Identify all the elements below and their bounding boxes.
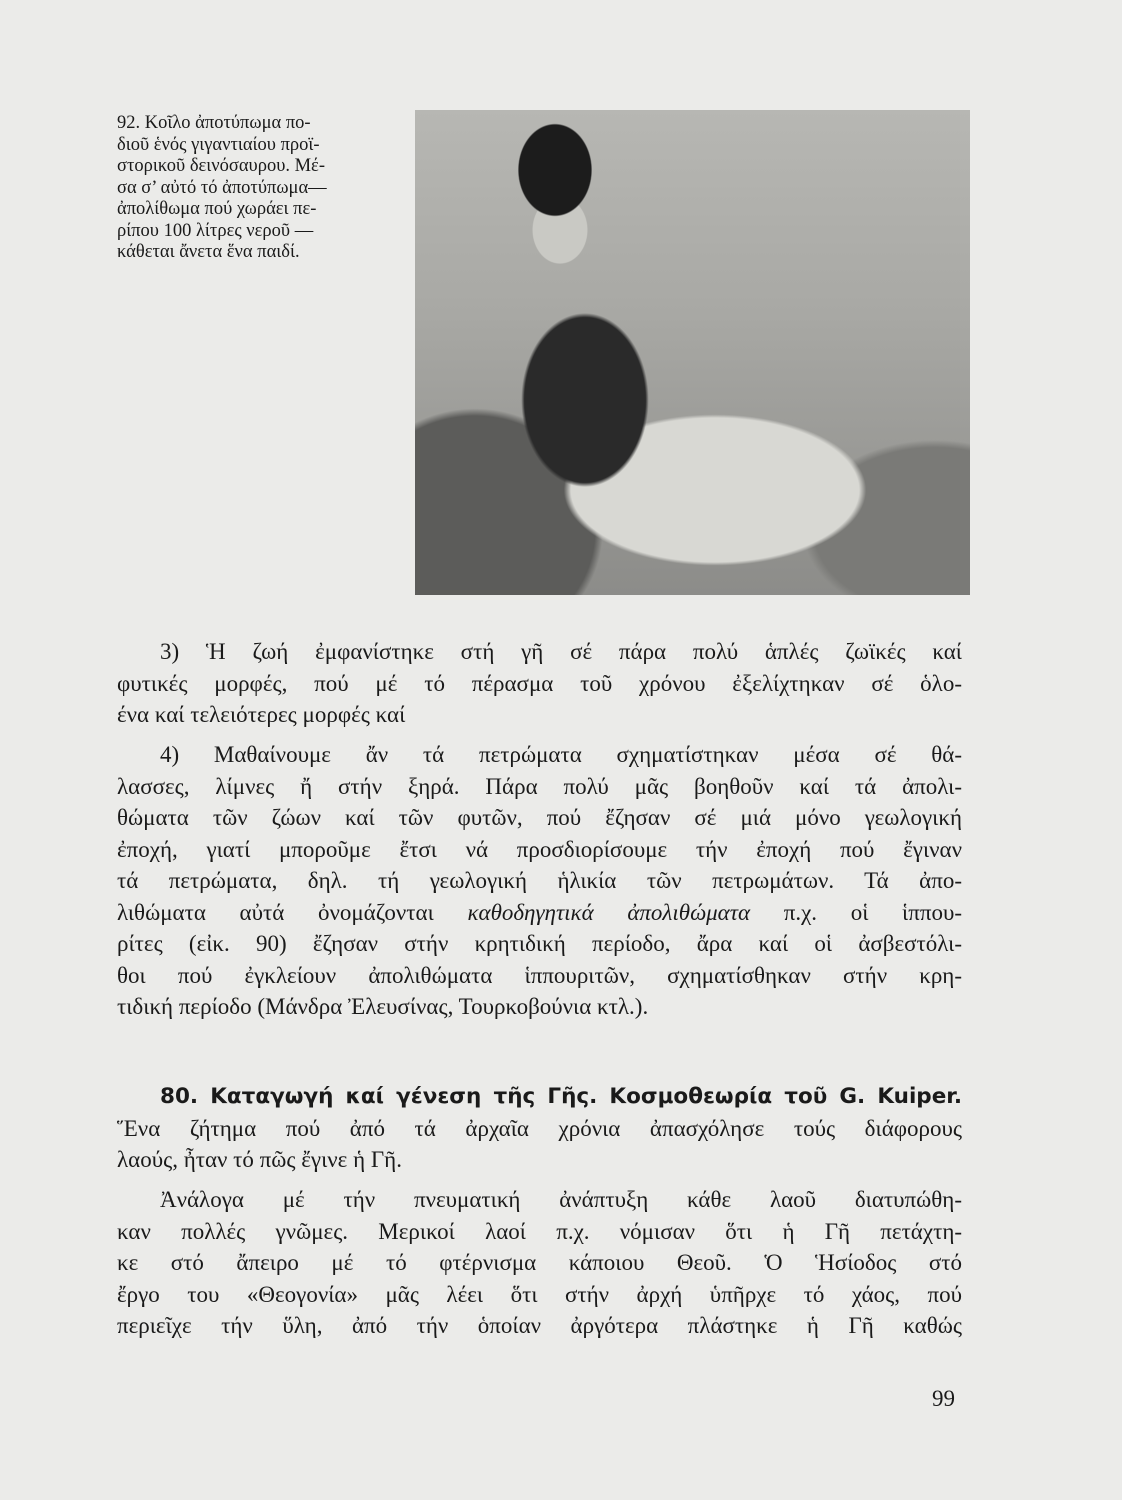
text-line: θοι πού ἐγκλείουν ἀπολιθώματα ἱππουριτῶν, σχηματίσθηκαν στήν κρη- xyxy=(117,962,962,988)
caption-line: 92. Κοῖλο ἀποτύπωμα πο- xyxy=(117,113,311,133)
paragraph-3 xyxy=(117,636,962,731)
text-line: Ἀνάλογα μέ τήν πνευματική ἀνάπτυξη κάθε λαοῦ διατυπώθη- xyxy=(160,1187,962,1212)
text-line: κε στό ἄπειρο μέ τό φτέρνισμα κάποιου Θεοῦ. Ὁ Ἡσίοδος στό xyxy=(117,1250,962,1275)
text-line xyxy=(117,897,962,929)
text-line: τιδική περίοδο (Μάνδρα Ἐλευσίνας, Τουρκοβούνια κτλ.). xyxy=(117,994,649,1019)
figure-caption xyxy=(117,113,417,264)
text-line: περιεῖχε τήν ὕλη, ἀπό τήν ὁποίαν ἀργότερα πλάστηκε ἡ Γῆ καθώς xyxy=(117,1313,962,1338)
text-line: ρίτες (εἰκ. 90) ἔζησαν στήν κρητιδική περίοδο, ἄρα καί οἱ ἀσβεστόλι- xyxy=(117,931,962,956)
caption-line: διοῦ ἑνός γιγαντιαίου προϊ- xyxy=(117,134,320,155)
text-line: λαούς, ἦταν τό πῶς ἔγινε ἡ Γῆ. xyxy=(117,1147,402,1172)
caption-line: κάθεται ἄνετα ἕνα παιδί. xyxy=(117,242,300,262)
text-line: ένα καί τελειότερες μορφές καί xyxy=(117,702,406,727)
text-line: ἐποχή, γιατί μποροῦμε ἔτσι νά προσδιορίσουμε τήν ἐποχή πού ἔγιναν xyxy=(117,836,962,862)
caption-line: ἀπολίθωμα πού χωράει πε- xyxy=(117,199,317,219)
dinosaur-footprint-photo xyxy=(415,110,970,595)
text-line: 4) Μαθαίνουμε ἄν τά πετρώματα σχηματίστηκαν μέσα σέ θά- xyxy=(160,742,962,767)
paragraph-4 xyxy=(117,739,962,1023)
text-line: Ἕνα ζήτημα πού ἀπό τά ἀρχαῖα χρόνια ἀπασχόλησε τούς διάφορους xyxy=(117,1115,962,1141)
caption-line: στορικοῦ δεινόσαυρου. Μέ- xyxy=(117,156,325,176)
text-line: καν πολλές γνῶμες. Μερικοί λαοί π.χ. νόμισαν ὅτι ἡ Γῆ πετάχτη- xyxy=(117,1218,962,1244)
text-line: ἔργο του «Θεογονία» μᾶς λέει ὅτι στήν ἀρχή ὑπῆρχε τό χάος, πού xyxy=(117,1281,962,1307)
text-line: φυτικές μορφές, πού μέ τό πέρασμα τοῦ χρόνου ἐξελίχτηκαν σέ ὁλο- xyxy=(117,670,962,696)
text-segment: π.χ. οἱ ἱππου- xyxy=(750,899,963,925)
paragraph-analoga xyxy=(117,1184,962,1342)
caption-line: σα σ’ αὐτό τό ἀποτύπωμα— xyxy=(117,177,327,198)
section-heading: 80. Καταγωγή καί γένεση τῆς Γῆς. Κοσμοθεωρία τοῦ G. Kuiper. xyxy=(160,1084,962,1109)
section-80 xyxy=(117,1081,962,1176)
italic-term: καθοδηγητικά ἀπολιθώματα xyxy=(467,899,751,925)
text-line: λασσες, λίμνες ἤ στήν ξηρά. Πάρα πολύ μᾶς βοηθοῦν καί τά ἀπολι- xyxy=(117,773,962,799)
text-segment: λιθώματα αὐτά ὀνομάζονται xyxy=(117,899,468,925)
page-number: 99 xyxy=(932,1386,955,1411)
text-line: 3) Ἡ ζωή ἐμφανίστηκε στή γῆ σέ πάρα πολύ ἁπλές ζωϊκές καί xyxy=(160,639,962,664)
text-line: τά πετρώματα, δηλ. τή γεωλογική ἡλικία τῶν πετρωμάτων. Τά ἀπο- xyxy=(117,868,962,893)
caption-line: ρίπου 100 λίτρες νεροῦ — xyxy=(117,220,314,241)
text-line: θώματα τῶν ζώων καί τῶν φυτῶν, πού ἔζησαν σέ μιά μόνο γεωλογική xyxy=(117,805,962,830)
